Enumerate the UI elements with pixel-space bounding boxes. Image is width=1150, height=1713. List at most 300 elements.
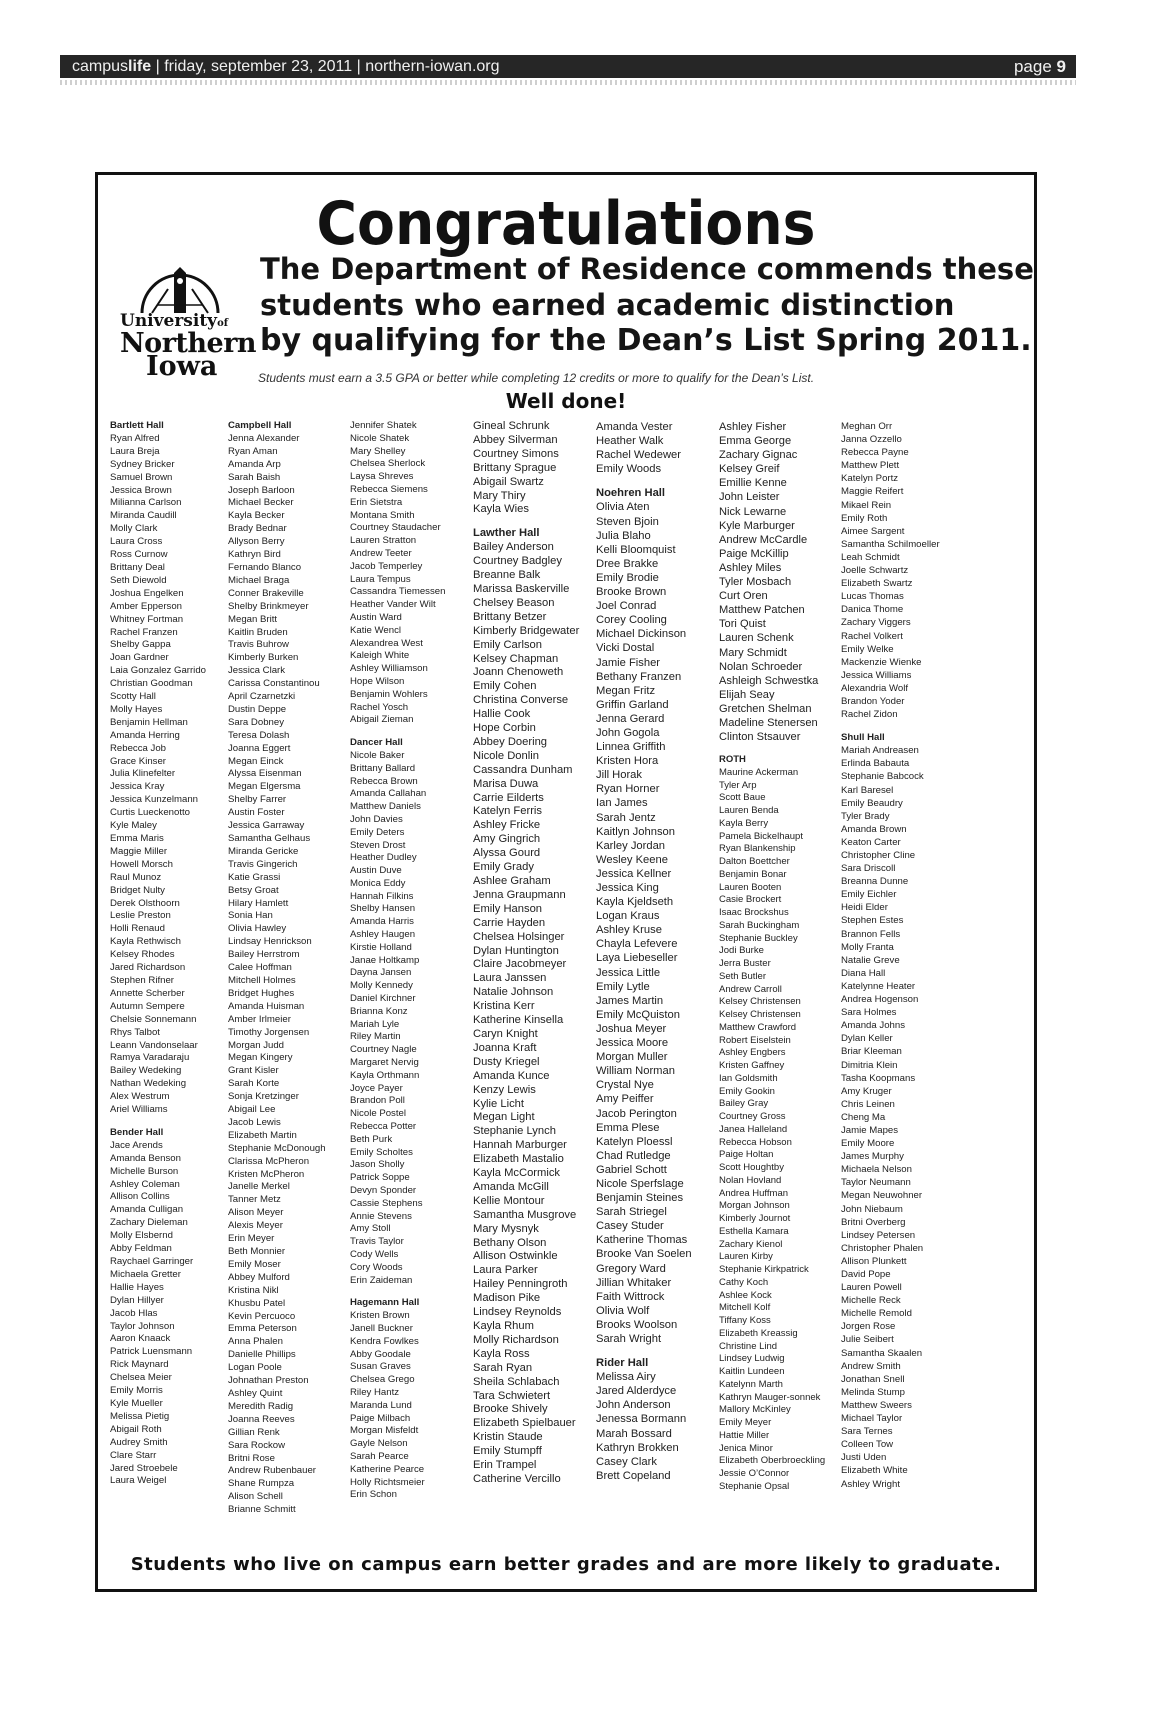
- student-name: Chelsey Beason: [473, 596, 555, 609]
- student-name: Pamela Bickelhaupt: [719, 830, 803, 842]
- student-name: Bailey Anderson: [473, 541, 554, 554]
- student-name: Alexis Meyer: [228, 1220, 283, 1232]
- student-name: Natalie Johnson: [473, 986, 554, 999]
- student-name: James Martin: [596, 994, 664, 1007]
- student-name: Abby Feldman: [110, 1243, 172, 1255]
- student-name: Christine Lind: [719, 1340, 778, 1352]
- student-name: Calee Hoffman: [228, 962, 292, 974]
- student-name: Joanna Kraft: [473, 1041, 537, 1054]
- student-name: Abbey Mulford: [228, 1271, 290, 1283]
- student-name: Zachary Viggers: [841, 617, 911, 629]
- student-name: Allison Collins: [110, 1191, 170, 1203]
- student-name: Jorgen Rose: [841, 1321, 896, 1333]
- student-name: Jessica Garraway: [228, 820, 305, 832]
- student-name: Andrea Hogenson: [841, 994, 919, 1006]
- student-name: Susan Graves: [350, 1361, 411, 1373]
- student-name: Matthew Crawford: [719, 1021, 797, 1033]
- student-name: Emily Meyer: [719, 1417, 772, 1429]
- student-name: Hope Corbin: [473, 722, 536, 735]
- student-name: Ariel Williams: [110, 1104, 168, 1116]
- student-name: Erlinda Babauta: [841, 758, 910, 770]
- student-name: Megan Einck: [228, 755, 284, 767]
- student-name: Bethany Olson: [473, 1236, 547, 1249]
- student-name: Kathryn Brokken: [596, 1441, 679, 1454]
- student-name: Courtney Nagle: [350, 1044, 417, 1056]
- student-name: Zachary Kienol: [719, 1238, 783, 1250]
- student-name: Austin Foster: [228, 807, 285, 819]
- hall-block: [596, 476, 692, 1346]
- student-name: Alexandria Wolf: [841, 682, 909, 694]
- student-name: Kaitlin Bruden: [228, 626, 288, 638]
- student-name: Molly Hayes: [110, 703, 163, 715]
- student-name: Ashlee Kock: [719, 1289, 772, 1301]
- student-name: Travis Gingerich: [228, 858, 298, 870]
- student-name: Emily Cohen: [473, 680, 537, 693]
- student-name: Tiffany Koss: [719, 1315, 771, 1327]
- student-name: Katherine Kinsella: [473, 1014, 564, 1027]
- student-name: Ashley Engbers: [719, 1047, 786, 1059]
- hall-block: [719, 420, 825, 744]
- student-name: Sonia Han: [228, 910, 273, 922]
- student-name: John Anderson: [596, 1399, 671, 1412]
- student-name: Casey Studer: [596, 1220, 664, 1233]
- student-name: Christian Goodman: [110, 678, 193, 690]
- student-name: Ian Goldsmith: [719, 1072, 778, 1084]
- student-name: Megan Elgersma: [228, 781, 301, 793]
- student-name: Amanda Vester: [596, 421, 673, 433]
- student-name: Olivia Wolf: [596, 1304, 650, 1317]
- student-name: Paige Holtan: [719, 1149, 774, 1161]
- student-name: Heather Dudley: [350, 852, 417, 864]
- student-name: Meredith Radig: [228, 1400, 294, 1412]
- student-name: Briar Kleeman: [841, 1046, 902, 1058]
- student-name: Mary Thiry: [473, 489, 526, 502]
- student-name: Claire Jacobmeyer: [473, 958, 567, 971]
- student-name: Jessica Kunzelmann: [110, 794, 198, 806]
- student-name: Gayle Nelson: [350, 1438, 408, 1450]
- student-name: Kristen McPheron: [228, 1168, 305, 1180]
- student-name: Britni Overberg: [841, 1216, 906, 1228]
- student-name: Steven Drost: [350, 839, 406, 851]
- student-name: Samuel Brown: [110, 471, 173, 483]
- student-name: Carissa Constantinou: [228, 678, 320, 690]
- student-name: Crystal Nye: [596, 1079, 654, 1092]
- student-name: Janell Buckner: [350, 1322, 413, 1334]
- student-name: Kimberly Journot: [719, 1213, 791, 1225]
- student-name: Monica Eddy: [350, 877, 406, 889]
- student-name: Ryan Blankenship: [719, 843, 796, 855]
- student-name: Audrey Smith: [110, 1436, 168, 1448]
- student-name: Emily Woods: [596, 463, 662, 476]
- campanile-icon: [138, 265, 222, 315]
- student-name: Paige McKillip: [719, 547, 789, 560]
- student-name: Daniel Kirchner: [350, 993, 416, 1005]
- student-name: Linnea Griffith: [596, 741, 666, 754]
- student-name: Kristina Nikl: [228, 1284, 279, 1296]
- student-name: Ashley Williamson: [350, 663, 428, 675]
- student-name: Mitchell Kolf: [719, 1302, 771, 1314]
- student-name: Stephanie Opsal: [719, 1480, 790, 1492]
- student-name: Laura Cross: [110, 536, 163, 548]
- student-name: Kenzy Lewis: [473, 1083, 536, 1096]
- student-name: Kristin Staude: [473, 1431, 543, 1444]
- student-name: Raychael Garringer: [110, 1256, 194, 1267]
- student-name: Derek Olsthoorn: [110, 897, 180, 909]
- student-name: Paige Milbach: [350, 1412, 411, 1424]
- student-name: Lauren Kirby: [719, 1251, 773, 1263]
- student-name: Brannon Fells: [841, 928, 901, 940]
- student-name: Julia Blaho: [596, 529, 651, 542]
- student-name: Brittany Sprague: [473, 461, 557, 474]
- student-name: Andrew McCardle: [719, 533, 808, 546]
- student-name: Dylan Hillyer: [110, 1294, 164, 1306]
- student-name: Kayla Ross: [473, 1347, 530, 1360]
- student-name: Hattie Miller: [719, 1429, 770, 1441]
- student-name: Rebecca Hobson: [719, 1136, 792, 1148]
- student-name: Michaela Gretter: [110, 1268, 181, 1280]
- hall-block: [110, 1117, 206, 1488]
- student-name: Beth Purk: [350, 1133, 393, 1145]
- student-name: Corey Cooling: [596, 614, 667, 627]
- student-name: Elizabeth Oberbroeckling: [719, 1455, 826, 1467]
- hall-block: [719, 744, 825, 1494]
- student-name: Cassandra Tiemessen: [350, 586, 446, 598]
- student-name: Nicole Sperfslage: [596, 1177, 684, 1190]
- student-name: Mary Shelley: [350, 445, 406, 457]
- student-name: Mariah Andreasen: [841, 745, 919, 757]
- header-left-text: campuslife | friday, september 23, 2011 | northern-iowan.org: [72, 58, 500, 75]
- logo-wordmark: Universityof Northern Iowa: [120, 311, 257, 382]
- student-name: Emma Plese: [596, 1121, 660, 1134]
- student-name: Sheila Schlabach: [473, 1375, 560, 1388]
- student-name: Kayla Berry: [719, 817, 769, 829]
- student-name: Vicki Dostal: [596, 642, 655, 655]
- student-name: Amy Stoll: [350, 1223, 391, 1235]
- student-name: Kristen Gaffney: [719, 1060, 785, 1072]
- student-name: Mariah Lyle: [350, 1018, 400, 1030]
- page-number: page 9: [1013, 57, 1066, 76]
- student-name: Samantha Musgrove: [473, 1208, 577, 1221]
- student-name: Erin Meyer: [228, 1233, 275, 1245]
- hall-block: [473, 420, 579, 517]
- hall-block: [596, 1346, 692, 1483]
- hall-name: Bartlett Hall: [110, 420, 164, 431]
- student-name: Kayla Orthmann: [350, 1069, 420, 1081]
- student-name: Rebecca Job: [110, 742, 166, 754]
- student-name: Katherine Pearce: [350, 1463, 425, 1475]
- student-name: Alyssa Gourd: [473, 847, 541, 860]
- student-name: Annie Stevens: [350, 1210, 412, 1222]
- student-name: Aaron Knaack: [110, 1333, 171, 1345]
- student-name: Cathy Koch: [719, 1276, 769, 1288]
- student-name: Scotty Hall: [110, 691, 156, 703]
- student-name: Ashley Coleman: [110, 1178, 180, 1190]
- student-name: Catherine Vercillo: [473, 1472, 561, 1485]
- student-name: Diana Hall: [841, 967, 886, 979]
- student-name: Joann Chenoweth: [473, 666, 564, 679]
- student-name: Clinton Stsauver: [719, 731, 801, 744]
- student-name: Kelsey Rhodes: [110, 949, 175, 961]
- student-name: Margaret Nervig: [350, 1057, 419, 1069]
- student-name: Amanda McGill: [473, 1180, 549, 1193]
- student-name: John Niebaum: [841, 1203, 903, 1215]
- student-name: Amanda Arp: [228, 458, 281, 470]
- student-name: Ashlee Graham: [473, 875, 551, 887]
- student-name: Hailey Penningroth: [473, 1278, 568, 1291]
- student-name: Kevin Percuoco: [228, 1310, 296, 1322]
- student-name: Heidi Elder: [841, 902, 888, 914]
- student-name: Zachary Gignac: [719, 449, 798, 462]
- hall-name: ROTH: [719, 754, 746, 766]
- student-name: Sarah Ryan: [473, 1361, 533, 1374]
- student-name: Brady Bednar: [228, 523, 287, 535]
- student-name: Megan Britt: [228, 613, 278, 625]
- student-name: Emily Moser: [228, 1258, 281, 1270]
- student-name: Rachel Franzen: [110, 626, 178, 638]
- student-name: Ian James: [596, 797, 648, 810]
- student-name: Karley Jordan: [596, 839, 666, 852]
- ad-headline: Congratulations: [316, 189, 816, 259]
- student-name: Tyler Brady: [841, 810, 890, 822]
- student-name: Katherine Thomas: [596, 1234, 688, 1247]
- student-name: Bethany Franzen: [596, 670, 682, 683]
- hall-name: Shull Hall: [841, 732, 885, 744]
- student-name: Molly Elsbernd: [110, 1230, 173, 1242]
- student-name: Rebecca Brown: [350, 775, 418, 787]
- student-name: Scott Houghtby: [719, 1162, 784, 1174]
- student-name: Molly Kennedy: [350, 980, 413, 992]
- student-name: Jacob Lewis: [228, 1116, 281, 1128]
- student-name: Courtney Gross: [719, 1111, 786, 1123]
- student-name: Elizabeth Martin: [228, 1129, 297, 1141]
- student-name: Gillian Renk: [228, 1426, 280, 1438]
- student-name: Chayla Lefevere: [596, 938, 678, 951]
- student-name: Amanda Huisman: [228, 1000, 305, 1012]
- student-name: Maggie Reifert: [841, 486, 904, 498]
- student-name: Sarah Striegel: [596, 1206, 667, 1219]
- name-column-4: [473, 420, 579, 1487]
- student-name: Elizabeth Mastalio: [473, 1153, 564, 1166]
- student-name: Jill Horak: [596, 769, 643, 782]
- student-name: Erin Schon: [350, 1489, 397, 1501]
- student-name: Laura Weigel: [110, 1475, 167, 1487]
- student-name: Michael Dickinson: [596, 628, 687, 641]
- student-name: Riley Martin: [350, 1031, 401, 1043]
- student-name: Kimberly Bridgewater: [473, 624, 580, 637]
- student-name: Ramya Varadaraju: [110, 1052, 190, 1064]
- student-name: Andrea Huffman: [719, 1187, 789, 1199]
- student-name: Megan Fritz: [596, 684, 656, 697]
- student-name: Stephen Rifner: [110, 974, 174, 986]
- student-name: Jennifer Shatek: [350, 420, 417, 431]
- student-name: Hilary Hamlett: [228, 897, 289, 909]
- student-name: Emily Scholtes: [350, 1146, 413, 1158]
- student-name: Morgan Misfeldt: [350, 1425, 419, 1437]
- student-name: Chelsea Sherlock: [350, 458, 426, 470]
- student-name: Shane Rumpza: [228, 1478, 295, 1490]
- student-name: Robert Eiselstein: [719, 1034, 791, 1046]
- student-name: Tanner Metz: [228, 1194, 281, 1206]
- student-name: Kelsey Christensen: [719, 996, 801, 1008]
- student-name: Nathan Wedeking: [110, 1078, 187, 1090]
- student-name: Teresa Dolash: [228, 729, 290, 741]
- student-name: Mitchell Holmes: [228, 974, 296, 986]
- student-name: Hallie Hayes: [110, 1281, 164, 1293]
- student-name: Lindsey Petersen: [841, 1229, 916, 1241]
- student-name: Steven Bjoin: [596, 515, 659, 528]
- student-name: Jacob Perington: [596, 1107, 677, 1120]
- student-name: Chad Rutledge: [596, 1149, 671, 1162]
- student-name: Sarah Wright: [596, 1333, 662, 1345]
- student-name: Casey Clark: [596, 1455, 657, 1468]
- student-name: Dree Brakke: [596, 557, 659, 570]
- student-name: Caryn Knight: [473, 1027, 538, 1040]
- student-name: Joel Conrad: [596, 600, 657, 613]
- student-name: Madeline Stenersen: [719, 716, 818, 729]
- student-name: Emma Maris: [110, 833, 164, 844]
- student-name: Brooke Shively: [473, 1403, 548, 1416]
- student-name: Emma George: [719, 435, 792, 448]
- student-name: Sarah Jentz: [596, 811, 656, 824]
- student-name: Maurine Ackerman: [719, 766, 799, 778]
- student-name: Emma Peterson: [228, 1323, 297, 1335]
- student-name: Sara Rockow: [228, 1439, 286, 1451]
- student-name: Gregory Ward: [596, 1262, 666, 1275]
- student-name: Hallie Cook: [473, 708, 531, 721]
- student-name: Brandon Poll: [350, 1095, 405, 1107]
- student-name: Amanda Kunce: [473, 1069, 550, 1082]
- student-name: Amy Kruger: [841, 1085, 892, 1097]
- student-name: Britni Rose: [228, 1452, 275, 1464]
- student-name: Melinda Stump: [841, 1386, 905, 1398]
- hall-block: [841, 420, 940, 721]
- student-name: Ryan Aman: [228, 445, 278, 457]
- student-name: Keaton Carter: [841, 836, 901, 848]
- student-name: Christopher Phalen: [841, 1242, 924, 1254]
- student-name: Sarah Pearce: [350, 1450, 409, 1462]
- student-name: Rachel Zidon: [841, 709, 898, 721]
- hall-name: Noehren Hall: [596, 487, 666, 500]
- student-name: Austin Duve: [350, 865, 402, 877]
- header-texture: [60, 80, 1076, 85]
- student-name: Nolan Hovland: [719, 1174, 782, 1186]
- student-name: Michaela Nelson: [841, 1164, 912, 1176]
- student-name: Abigail Lee: [228, 1104, 276, 1116]
- student-name: Lauren Schenk: [719, 632, 794, 645]
- student-name: Autumn Sempere: [110, 1000, 185, 1012]
- student-name: Khusbu Patel: [228, 1297, 286, 1309]
- name-column-2: [228, 420, 326, 1517]
- student-name: April Czarnetzki: [228, 691, 296, 703]
- student-name: Jared Stroebele: [110, 1462, 178, 1474]
- student-name: Natalie Greve: [841, 954, 900, 966]
- student-name: Jacob Temperley: [350, 560, 423, 572]
- student-name: Dayna Jansen: [350, 967, 412, 979]
- student-name: Casie Brockert: [719, 894, 782, 906]
- student-name: Erin Zaideman: [350, 1274, 413, 1286]
- student-name: Christopher Cline: [841, 850, 916, 861]
- student-name: Kendra Fowlkes: [350, 1335, 419, 1347]
- hall-name: Hagemann Hall: [350, 1297, 420, 1309]
- student-name: Matthew Daniels: [350, 801, 421, 813]
- student-name: Kathryn Bird: [228, 549, 281, 561]
- student-name: Dustin Deppe: [228, 703, 287, 715]
- name-column-7: [841, 420, 940, 1491]
- student-name: Jace Arends: [110, 1139, 163, 1151]
- student-name: Marissa Baskerville: [473, 582, 570, 595]
- student-name: Emily Eichler: [841, 889, 897, 901]
- student-name: Matthew Patchen: [719, 604, 805, 617]
- student-name: Olivia Aten: [596, 501, 650, 514]
- student-name: David Pope: [841, 1269, 891, 1280]
- student-name: Jessica Brown: [110, 484, 172, 496]
- student-name: Lauren Booten: [719, 881, 782, 893]
- student-name: Rebecca Potter: [350, 1121, 417, 1133]
- student-name: Johnathan Preston: [228, 1375, 309, 1387]
- student-name: Kyle Maley: [110, 820, 157, 832]
- student-name: Megan Kingery: [228, 1052, 293, 1064]
- student-name: Cassie Stephens: [350, 1197, 423, 1209]
- student-name: Kaleigh White: [350, 650, 410, 662]
- student-name: Patrick Luensmann: [110, 1346, 193, 1358]
- student-name: Olivia Hawley: [228, 923, 287, 935]
- student-name: Julia Klinefelter: [110, 768, 176, 780]
- student-name: Megan Light: [473, 1111, 535, 1124]
- student-name: Curt Oren: [719, 590, 768, 603]
- deans-list-ad: [95, 172, 1037, 1592]
- student-name: Katelyn Portz: [841, 473, 899, 485]
- name-column-1: [110, 420, 206, 1488]
- student-name: Cory Woods: [350, 1261, 403, 1273]
- student-name: Stephanie Lynch: [473, 1125, 556, 1138]
- student-name: Griffin Garland: [596, 698, 669, 711]
- student-name: Lauren Benda: [719, 805, 779, 817]
- student-name: Milianna Carlson: [110, 497, 182, 509]
- student-name: Laysa Shreves: [350, 471, 414, 483]
- student-name: Cody Wells: [350, 1249, 399, 1260]
- student-name: Wesley Keene: [596, 853, 668, 866]
- student-name: Elijah Seay: [719, 688, 775, 701]
- student-name: Betsy Groat: [228, 884, 279, 896]
- student-name: Colleen Tow: [841, 1439, 894, 1451]
- student-name: Sydney Bricker: [110, 458, 175, 470]
- student-name: Meghan Orr: [841, 421, 893, 432]
- student-name: Emillie Kenne: [719, 477, 787, 490]
- student-name: Kelsey Greif: [719, 463, 780, 476]
- student-name: Hannah Marburger: [473, 1139, 567, 1152]
- student-name: Jerra Buster: [719, 958, 771, 970]
- student-name: Mackenzie Wienke: [841, 656, 922, 668]
- student-name: Jamie Mapes: [841, 1124, 899, 1136]
- student-name: Marah Bossard: [596, 1427, 672, 1440]
- student-name: Kristen Brown: [350, 1310, 410, 1322]
- student-name: Clarissa McPheron: [228, 1155, 310, 1167]
- commend-text: The Department of Residence commends these students who earned academic distinction by qualifying for the Dean’s List Spring 2011.: [260, 252, 1034, 358]
- student-name: Austin Ward: [350, 611, 402, 623]
- student-name: Joyce Payer: [350, 1082, 403, 1094]
- student-name: Emily Lytle: [596, 980, 650, 993]
- student-name: Melissa Pietig: [110, 1410, 170, 1422]
- student-name: Laura Tempus: [350, 573, 411, 585]
- student-name: Andrew Rubenbauer: [228, 1465, 317, 1477]
- student-name: Jamie Fisher: [596, 656, 661, 669]
- student-name: Ashley Kruse: [596, 924, 662, 937]
- student-name: Erin Trampel: [473, 1459, 537, 1472]
- student-name: Carrie Hayden: [473, 916, 546, 929]
- student-name: Rebecca Siemens: [350, 483, 428, 495]
- student-name: Shelby Hansen: [350, 903, 416, 915]
- student-name: Rebecca Payne: [841, 447, 909, 459]
